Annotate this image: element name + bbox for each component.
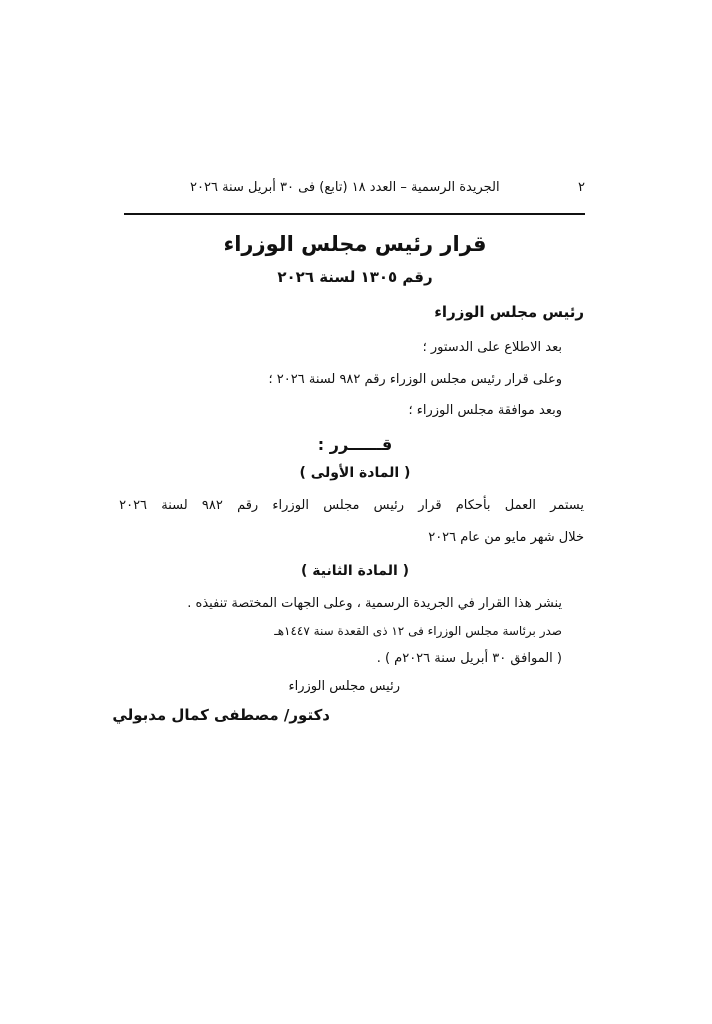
- decree-title: قرار رئيس مجلس الوزراء: [223, 232, 487, 256]
- word: ٢٠٢٦: [119, 498, 148, 513]
- article-2-text: ينشر هذا القرار في الجريدة الرسمية ، وعلى الجهات المختصة تنفيذه .: [187, 596, 562, 611]
- header-title: الجريدة الرسمية – العدد ١٨ (تابع) فى ٣٠ أبريل سنة ٢٠٢٦: [190, 180, 500, 195]
- signature-name: دكتور/ مصطفى كمال مدبولي: [112, 706, 330, 724]
- decree-number: رقم ١٣٠٥ لسنة ٢٠٢٦: [277, 268, 433, 286]
- page-number: ٢: [578, 180, 585, 195]
- word: لسنة: [161, 498, 188, 513]
- header-rule: [124, 213, 585, 215]
- preamble-line: وبعد موافقة مجلس الوزراء ؛: [408, 403, 562, 418]
- article-1-line-1: [119, 498, 584, 513]
- issuance-line-1: صدر برئاسة مجلس الوزراء فى ١٢ ذى القعدة سنة ١٤٤٧هـ: [274, 624, 562, 638]
- word: قرار: [418, 498, 442, 513]
- word: العمل: [504, 498, 536, 513]
- word: بأحكام: [455, 498, 491, 513]
- word: مجلس: [323, 498, 360, 513]
- page-header: [120, 180, 585, 202]
- article-2-heading: ( المادة الثانية ): [300, 563, 410, 579]
- article-1-line-2: خلال شهر مايو من عام ٢٠٢٦: [428, 530, 584, 545]
- issuer-heading: رئيس مجلس الوزراء: [434, 303, 584, 321]
- preamble-line: وعلى قرار رئيس مجلس الوزراء رقم ٩٨٢ لسنة ٢٠٢٦ ؛: [268, 372, 562, 387]
- word: ٩٨٢: [201, 498, 223, 513]
- preamble-line: بعد الاطلاع على الدستور ؛: [422, 340, 562, 355]
- word: يستمر: [550, 498, 584, 513]
- word: رئيس: [373, 498, 405, 513]
- word: الوزراء: [272, 498, 309, 513]
- decided-label: قــــــرر :: [317, 435, 393, 454]
- signature-title: رئيس مجلس الوزراء: [288, 679, 400, 694]
- word: رقم: [237, 498, 259, 513]
- issuance-line-2: ( الموافق ٣٠ أبريل سنة ٢٠٢٦م ) .: [376, 651, 562, 666]
- article-1-heading: ( المادة الأولى ): [299, 465, 411, 481]
